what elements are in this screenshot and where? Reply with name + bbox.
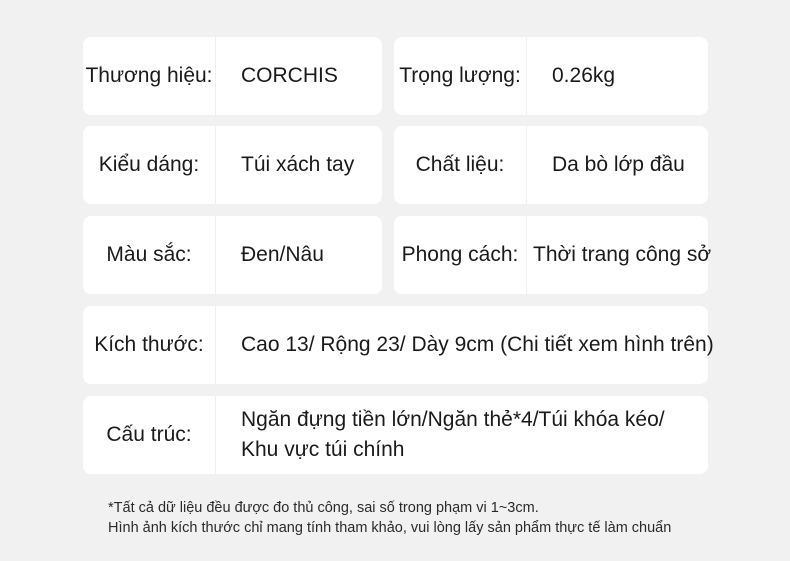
spec-card-material — [394, 126, 708, 204]
brand-divider — [215, 37, 216, 115]
size-label: Kích thước: — [94, 333, 204, 356]
spec-card-fashion — [394, 216, 712, 294]
material-value: Da bò lớp đầu — [552, 153, 685, 176]
spec-card-structure — [83, 396, 708, 474]
spec-card-color — [83, 216, 382, 294]
fashion-value: Thời trang công sở — [533, 243, 712, 266]
weight-value: 0.26kg — [552, 64, 616, 87]
fashion-label: Phong cách: — [401, 243, 519, 266]
color-divider — [215, 216, 216, 294]
color-label: Màu sắc: — [106, 243, 192, 266]
footnote-line2: Hình ảnh kích thước chỉ mang tính tham khảo, vui lòng lấy sản phẩm thực tế làm chuẩn — [108, 520, 672, 536]
structure-value-line2: Khu vực túi chính — [241, 438, 405, 461]
spec-card-brand — [83, 37, 382, 115]
structure-value-text — [241, 405, 665, 465]
structure-divider — [215, 396, 216, 474]
color-value: Đen/Nâu — [241, 243, 324, 266]
structure-value-line1: Ngăn đựng tiền lớn/Ngăn thẻ*4/Túi khóa kéo/ — [241, 408, 665, 431]
weight-label: Trọng lượng: — [399, 64, 521, 87]
material-label: Chất liệu: — [415, 153, 505, 176]
material-divider — [526, 126, 527, 204]
brand-value: CORCHIS — [241, 64, 338, 87]
size-value: Cao 13/ Rộng 23/ Dày 9cm (Chi tiết xem hình trên) — [241, 333, 714, 356]
structure-value — [241, 396, 665, 474]
style-divider — [215, 126, 216, 204]
style-value: Túi xách tay — [241, 153, 355, 176]
footnote-line1: *Tất cả dữ liệu đều được đo thủ công, sai số trong phạm vi 1~3cm. — [108, 500, 539, 516]
spec-card-size — [83, 306, 714, 384]
style-label: Kiểu dáng: — [98, 153, 200, 176]
fashion-divider — [526, 216, 527, 294]
structure-label: Cấu trúc: — [106, 423, 192, 446]
spec-card-style — [83, 126, 382, 204]
brand-label: Thương hiệu: — [85, 64, 213, 87]
weight-divider — [526, 37, 527, 115]
size-divider — [215, 306, 216, 384]
spec-card-weight — [394, 37, 708, 115]
